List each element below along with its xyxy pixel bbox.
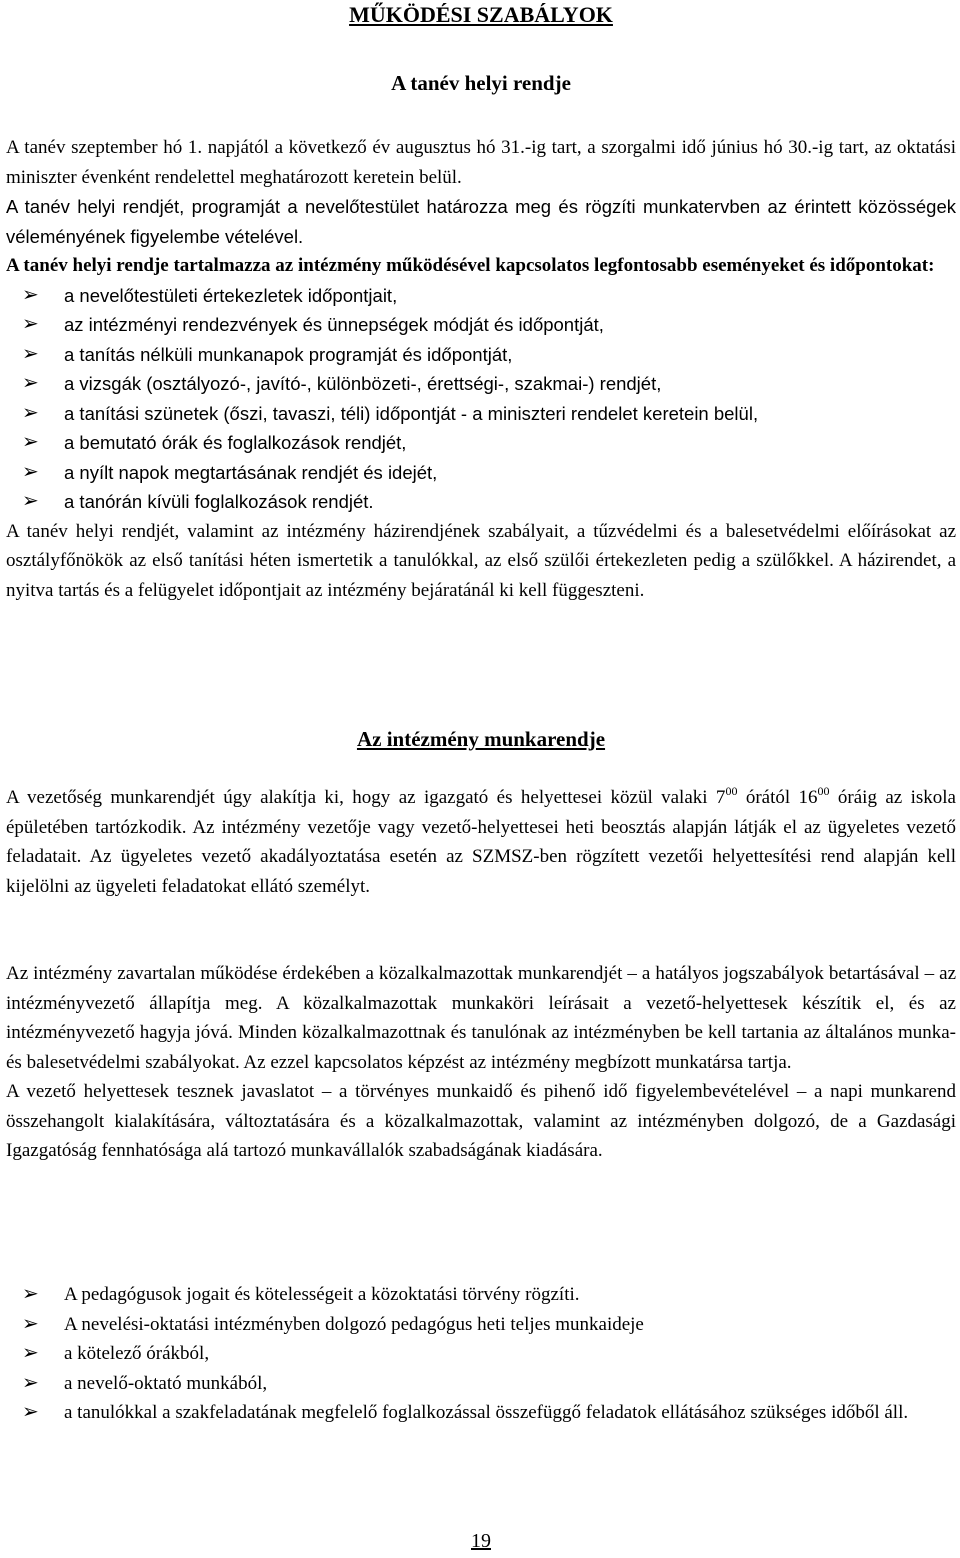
paragraph-tanev-program: A tanév helyi rendjét, programját a nevelőtestület határozza meg és rögzíti munkatervben az érintett közösségek véleményének figyelembe vételével. — [6, 196, 956, 247]
arrow-bullet-icon: ➢ — [22, 342, 39, 365]
arrow-bullet-icon: ➢ — [22, 1371, 39, 1394]
list-item: ➢ a tanítási szünetek (őszi, tavaszi, téli) időpontját - a miniszteri rendelet keretein belül, — [6, 399, 956, 429]
paragraph-kozalkalmazottak-munkarend: Az intézmény zavartalan működése érdekében a közalkalmazottak munkarendjét – a hatályos jogszabályok betartásával – az intézményvezető állapítja meg. A közalkalmazottak munkaköri leírásait a vezető-helyettesek készítik el, és az intézményvezető hagyja jóvá. Minden közalkalmazottnak és tanulónak az intézményben be kell tartania az általános munka- és balesetvédelmi szabályokat. Az ezzel kapcsolatos képzést az intézmény megbízott munkatársa tartja. — [6, 963, 956, 1073]
arrow-bullet-icon: ➢ — [22, 401, 39, 424]
paragraph-vezetoseg-munkarend: A vezetőség munkarendjét úgy alakítja ki, hogy az igazgató és helyettesei közül valaki $7^{00}$ órától $16^{00}$ óráig az iskola épületében tartózkodik. Az intézmény vezetője vagy vezető-helyettesei heti beosztás alapján látják el az ügyeletes vezető feladatait. Az ügyeletes vezető akadályoztatása esetén az SZMSZ-ben rögzített vezetői helyettesítési rend alapján kell kijelölni az ügyeleti feladatokat ellátó személyt. — [6, 784, 956, 897]
pedagogus-list — [6, 1280, 956, 1428]
list-item: ➢ a nevelőtestületi értekezletek időpontjait, — [6, 281, 956, 311]
tanev-events-list — [6, 281, 956, 517]
list-item: ➢ a tanórán kívüli foglalkozások rendjét. — [6, 487, 956, 517]
arrow-bullet-icon: ➢ — [22, 460, 39, 483]
paragraph-tanev-period: A tanév szeptember hó 1. napjától a következő év augusztus hó 31.-ig tart, a szorgalmi idő június hó 30.-ig tart, az oktatási miniszter évenként rendelettel meghatározott keretein belül. — [6, 137, 956, 188]
paragraph-tanev-announcement: A tanév helyi rendjét, valamint az intézmény házirendjének szabályait, a tűzvédelmi és a balesetvédelmi előírásokat az osztályfőnökök az első tanítási héten ismertetik a tanulókkal, az első szülői értekezleten pedig a szülőkkel. A házirendet, a nyitva tartás és a felügyelet időpontjait az intézmény bejáratánál ki kell függeszteni. — [6, 520, 956, 601]
list-item: ➢ a tanítás nélküli munkanapok programját és időpontját, — [6, 340, 956, 370]
arrow-bullet-icon: ➢ — [22, 490, 39, 512]
section-pedagogus-body — [6, 1280, 956, 1428]
list-item: ➢ a nyílt napok megtartásának rendjét és idejét, — [6, 458, 956, 488]
paragraph-vezeto-helyettesek: A vezető helyettesek tesznek javaslatot – a törvényes munkaidő és pihenő idő figyelembevételével – a napi munkarend összehangolt kialakítására, változtatására és a közalkalmazottak, valamint az intézményben dolgozó, de a Gazdasági Igazgatóság fennhatósága alá tartozó munkavállalók szabadságának kiadására. — [6, 1081, 956, 1161]
list-item: ➢ a tanulókkal a szakfeladatának megfelelő foglalkozással összefüggő feladatok ellátásához szükséges időből áll. — [6, 1398, 956, 1428]
arrow-bullet-icon: ➢ — [22, 372, 39, 394]
paragraph-tanev-contents-intro: A tanév helyi rendje tartalmazza az intézmény működésével kapcsolatos legfontosabb eseményeket és időpontokat: — [6, 255, 935, 276]
page-number: 19 — [471, 1530, 491, 1552]
list-item: ➢ a kötelező órákból, — [6, 1339, 956, 1369]
list-item: ➢ az intézményi rendezvények és ünnepségek módját és időpontját, — [6, 310, 956, 340]
arrow-bullet-icon: ➢ — [22, 1283, 39, 1305]
arrow-bullet-icon: ➢ — [22, 1342, 39, 1364]
list-item: ➢ a vizsgák (osztályozó-, javító-, különbözeti-, érettségi-, szakmai-) rendjét, — [6, 369, 956, 399]
section-kozalkalmazottak-body — [6, 959, 956, 1166]
list-item: ➢ A nevelési-oktatási intézményben dolgozó pedagógus heti teljes munkaideje — [6, 1310, 956, 1340]
arrow-bullet-icon: ➢ — [22, 431, 39, 453]
page-title: MŰKÖDÉSI SZABÁLYOK — [349, 2, 613, 27]
arrow-bullet-icon: ➢ — [22, 283, 39, 306]
arrow-bullet-icon: ➢ — [22, 313, 39, 335]
section-munkarend-body — [6, 783, 956, 901]
list-item: ➢ A pedagógusok jogait és kötelességeit a közoktatási törvény rögzíti. — [6, 1280, 956, 1310]
list-item: ➢ a bemutató órák és foglalkozások rendjét, — [6, 428, 956, 458]
arrow-bullet-icon: ➢ — [22, 1312, 39, 1335]
arrow-bullet-icon: ➢ — [22, 1401, 39, 1423]
list-item: ➢ a nevelő-oktató munkából, — [6, 1369, 956, 1399]
section-tanev-body — [6, 133, 956, 605]
section-heading-munkarend: Az intézmény munkarendje — [356, 727, 606, 751]
section-heading-tanev: A tanév helyi rendje — [391, 71, 571, 95]
